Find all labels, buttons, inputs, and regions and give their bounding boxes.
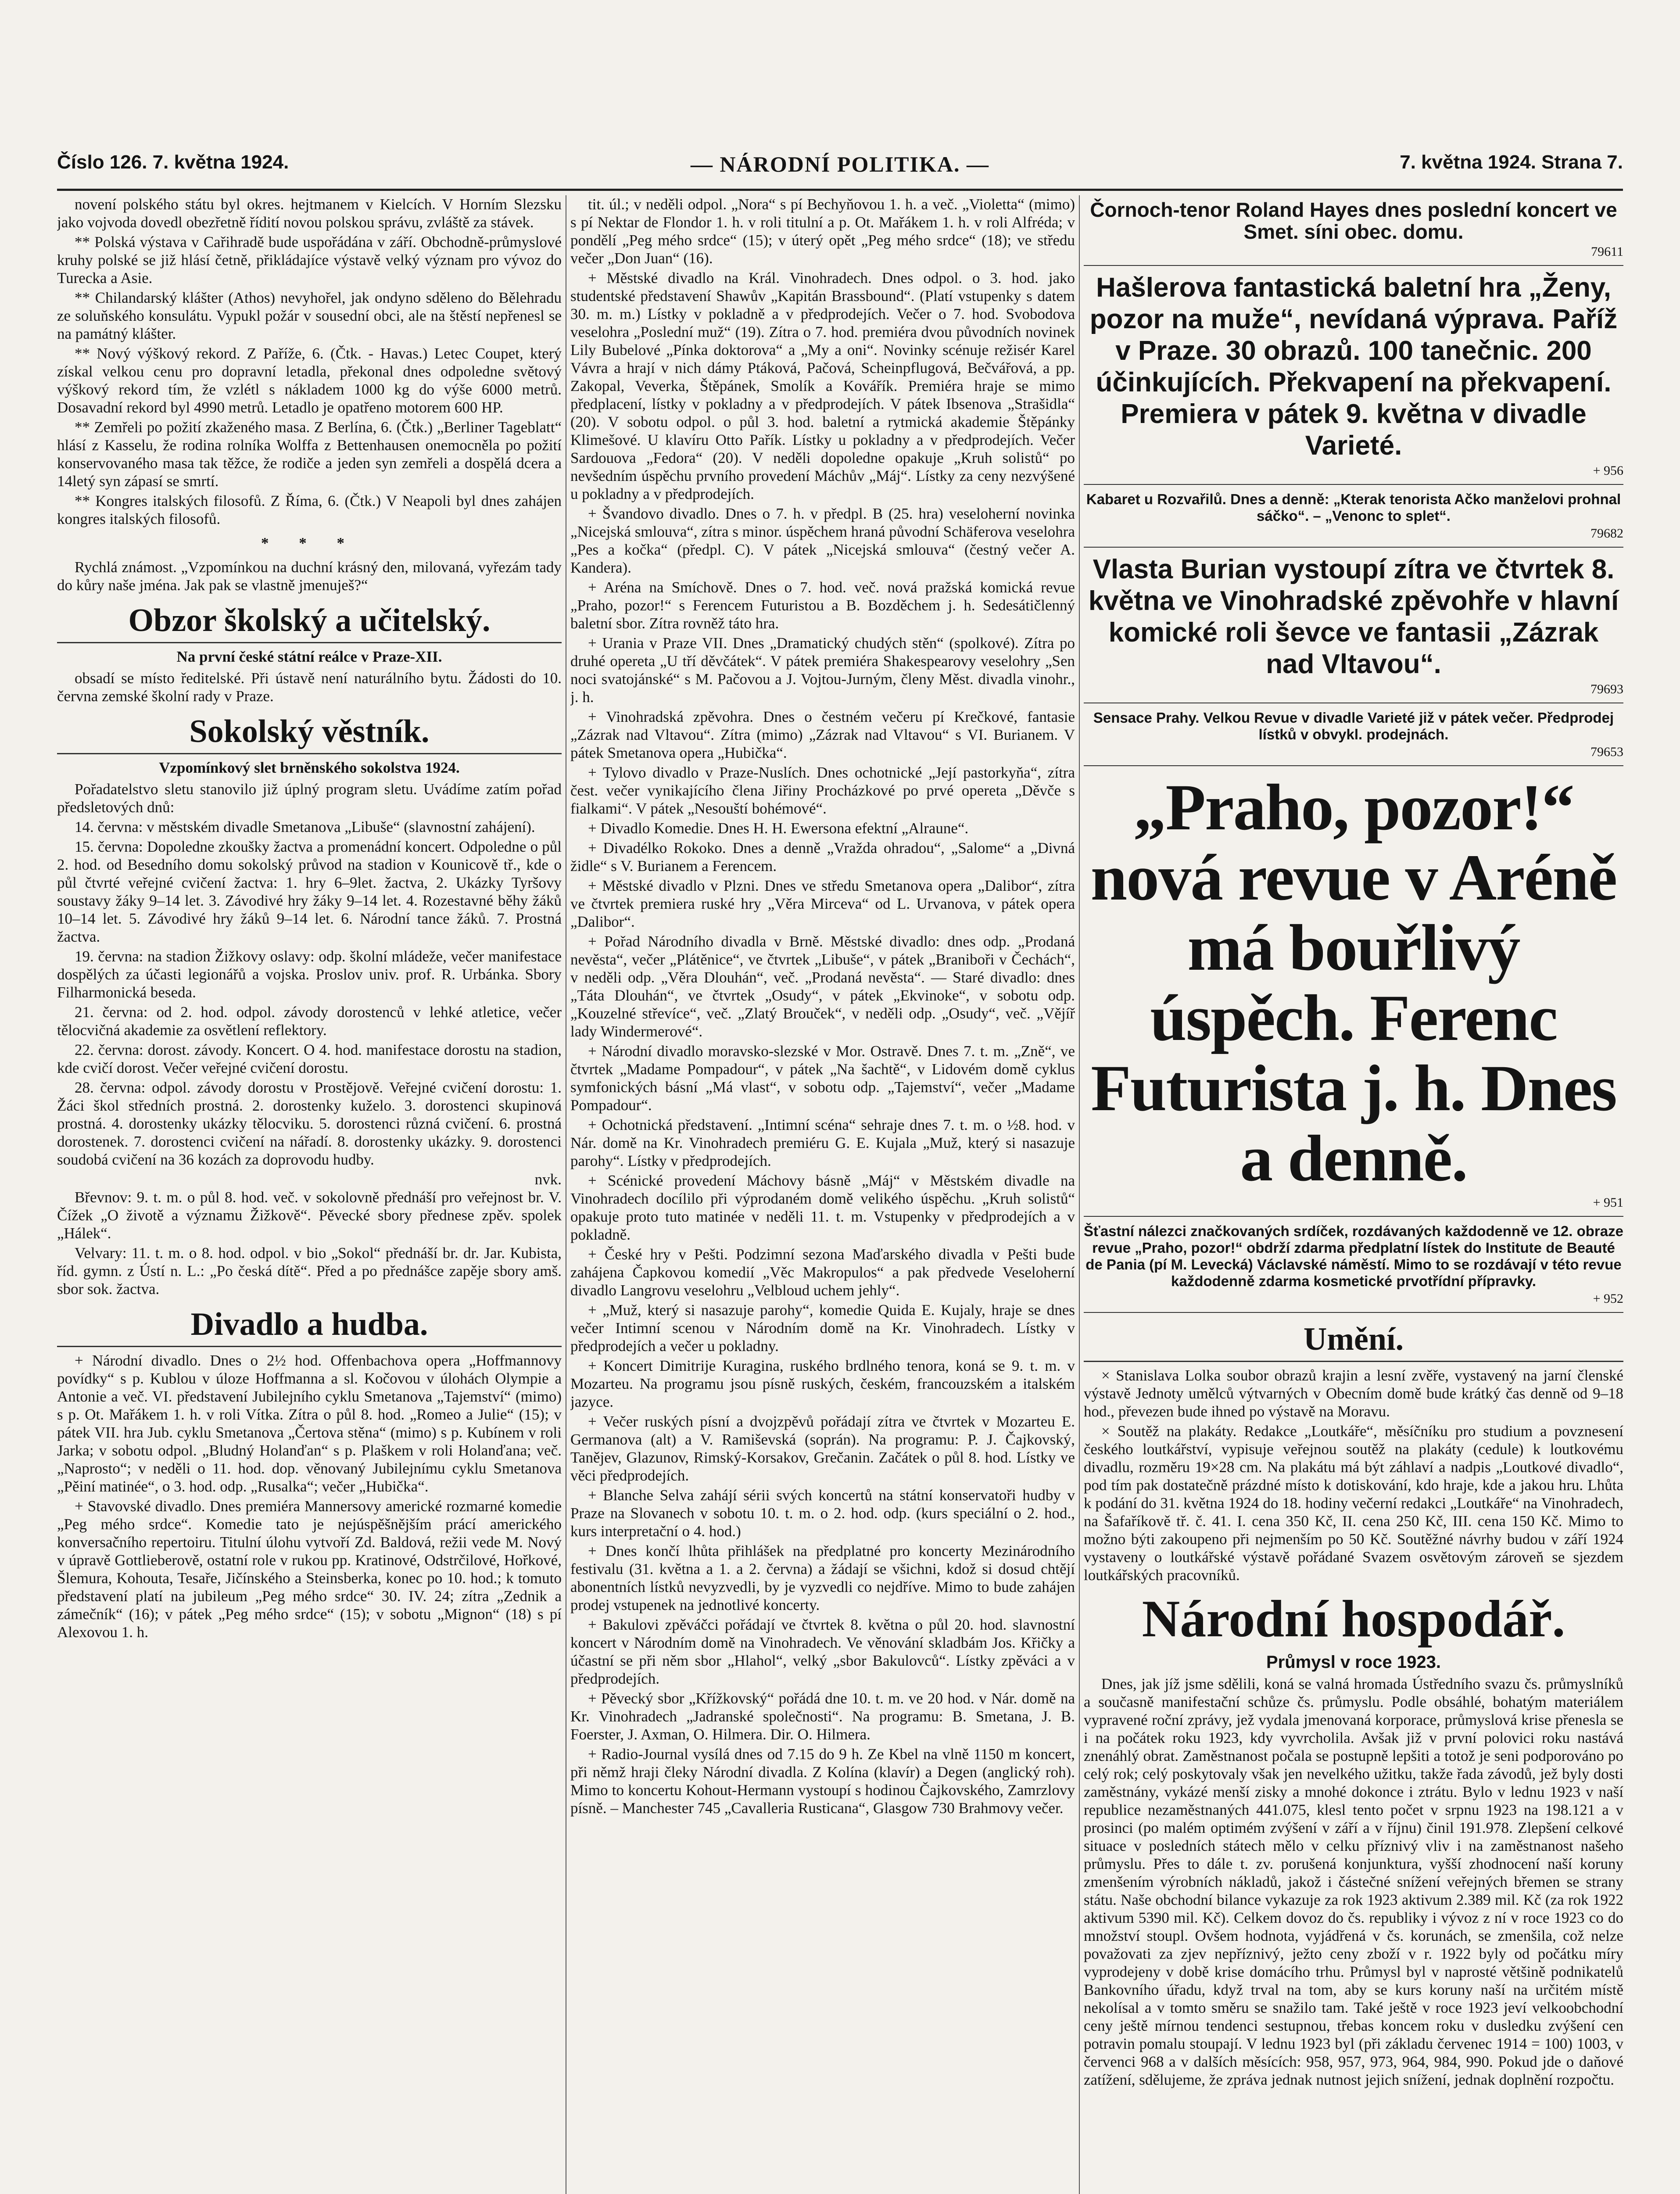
theatre-paragraph: + Koncert Dimitrije Kuragina, ruského brdlného tenora, koná se 9. t. m. v Mozarteu. Na programu jsou písně ruských, českém, francouzském a italském jazyce. (570, 1357, 1075, 1410)
art-paragraph: × Soutěž na plakáty. Redakce „Loutkáře“, měsíčníku pro studium a povznesení českého loutkářství, vypisuje veřejnou soutěž na plakáty (cedule) k loutkovému divadlu, rozměru 19×28 cm. Na plakátu má být záhlaví a nadpis „Loutkové divadlo“, pod tím pak dostatečně prázdné místo k dotiskování, kdo hraje, kde a jakou hru. Lhůta k podání do 31. května 1924 do 18. hodiny večerní redakci „Loutkáře“ na Vinohradech, na Šafaříkově tř. č. 41. I. cena 350 Kč, II. cena 250 Kč, III. cena 150 Kč. Mimo to možno býti zakoupeno při nejmenším po 50 Kč. Soutěžné návrhy budou v září 1924 vystaveny o loutkářské výstavě pořádané Svazem osvětovým zároveň se sjezdem loutkářských pracovníků. (1084, 1423, 1623, 1584)
theatre-paragraph: + Pěvecký sbor „Křížkovský“ pořádá dne 10. t. m. ve 20 hod. v Nár. domě na Kr. Vinohradech „Jadranské společnosti“. Na programu: B. Smetana, J. B. Foerster, J. Axman, O. Hilmera. Dir. O. Hilmera. (570, 1690, 1075, 1743)
theatre-paragraph: + Vinohradská zpěvohra. Dnes o čestném večeru pí Krečkové, fantasie „Zázrak nad Vltavou“. Zítra (mimo) „Zázrak nad Vltavou“ s VI. Burianem. V pátek Smetanova opera „Hubička“. (570, 708, 1075, 761)
school-text: obsadí se místo ředitelské. Při ústavě není naturálního bytu. Žádosti do 10. června zemské školní rady v Praze. (57, 670, 562, 705)
sokol-note: Břevnov: 9. t. m. o půl 8. hod. več. v sokolovně přednáší pro veřejnost br. V. Čížek „O životě a významu Žižkově“. Pěvecké sbory přednese zpěv. spolek „Hálek“. (57, 1189, 562, 1242)
theatre-paragraph: + Národní divadlo moravsko-slezské v Mor. Ostravě. Dnes 7. t. m. „Zně“, ve čtvrtek „Madame Pompadour“, v pátek „Na šachtě“, v Lidovém domě cyklus symfonických básní „Má vlast“, v sobotu odp. „Tajemství“, večer „Madame Pompadour“. (570, 1043, 1075, 1114)
theatre-paragraph: + Městské divadlo na Král. Vinohradech. Dnes odpol. o 3. hod. jako studentské představení Shawův „Kapitán Brassbound“. (Platí vstupenky s datem 30. m. m.) Lístky v pokladně a v předprodejích. Večer o 7. hod. Svobodova veselohra „Poslední muž“ (19). Zítra o 7. hod. premiéra dvou původních novinek Lily Bubelové „Pínka doktorova“ a „My a oni“. Novinky scénuje režisér Karel Vávra a hrají v nich dámy Ptáková, Pačová, Scheinpflugová, Bečvářová, a pp. Zakopal, Veverka, Štěpánek, Smolík a Kovářík. Premiéra hraje se mimo předplacení, lístky v pokladny a v předprodejích. V pátek Ibsenova „Strašidla“ (20). V sobotu odpol. o půl 3. hod. baletní a rytmická akademie Štěpánky Klimešové. U klavíru Otto Pařík. Lístky u pokladny a v předprodejích. Večer Sardouova „Fedora“ (20). V neděli dopoledne opakuje „Kruh solistů“ po nevšedním úspěchu prvního provedení Máchův „Máj“. Lístky za ceny nezvýšené u pokladny a v předprodejích. (570, 269, 1075, 502)
theatre-paragraph: + Švandovo divadlo. Dnes o 7. h. v předpl. B (25. hra) veseloherní novinka „Nicejská smlouva“, zítra s minor. úspěchem hraná původní Schäferova veselohra „Pes a kočka“ (předpl. C). V pátek „Nicejská smlouva“ (čestný večer A. Kandera). (570, 505, 1075, 576)
theatre-paragraph: + Bakulovi zpěváčci pořádají ve čtvrtek 8. května o půl 20. hod. slavnostní koncert v Národním domě na Vinohradech. Ve věnování skladbám Jos. Křičky a účastní se při něm sbor „Hlahol“, velký „sbor Bakulovců“. Lístky zpěváci a v předprodejích. (570, 1616, 1075, 1687)
ad-text: Vlasta Burian vystoupí zítra ve čtvrtek 8. května ve Vinohradské zpěvohře v hlavní komické roli ševce ve fantasii „Zázrak nad Vltavou“. (1088, 554, 1619, 679)
advertisement (1084, 488, 1623, 548)
column-2 (570, 195, 1075, 2194)
sokol-paragraph: 14. června: v městském divadle Smetanova „Libuše“ (slavnostní zahájení). (75, 818, 535, 835)
ad-code: + 951 (1593, 1195, 1623, 1210)
advertisement (1084, 769, 1623, 1217)
news-item: ** Kongres italských filosofů. Z Říma, 6. (Čtk.) V Neapoli byl dnes zahájen kongres italských filosofů. (57, 492, 562, 527)
section-title-sokol: Sokolský věstník. (57, 713, 562, 754)
sokol-kicker: Vzpomínkový slet brněnského sokolstva 1924. (159, 759, 460, 776)
theatre-paragraph: + Stavovské divadlo. Dnes premiéra Mannersovy americké rozmarné komedie „Peg mého srdce“. Komedie tato je nejúspěšnějším prácí amerického konversačního repertoiru. Titulní úlohu vytvoří Zd. Baldová, režii vede M. Nový v úpravě Gottlieberově, ostatní role v rukou pp. Kratinové, Odstrčilové, Hořkové, Šlemura, Kohouta, Tesaře, Jičínského a Steinsberka, konec po 10. hod.; k tomuto představení platí na jubileum „Peg mého srdce“ 30. IV. 24; zítra „Zednik a zámečník“ (16); v pátek „Peg mého srdce“ (15); v sobotu „Mignon“ (18) s pí Alexovou 1. h. (57, 1498, 562, 1641)
news-item: ** Chilandarský klášter (Athos) nevyhořel, jak ondyno sděleno do Bělehradu ze soluňského konsulátu. Vypukl požár v sousední obci, ale na štěstí nepřenesl se na památný klášter. (57, 289, 562, 342)
ad-text: Šťastní nálezci značkovaných srdíček, rozdávaných každodenně ve 12. obraze revue „Praho, pozor!“ obdrží zdarma předplatní lístek do Institute de Beauté de Pania (pí M. Levecká) Václavské náměstí. Mimo to se rozdávají v této revue každodenně zdarma kosmetické prvotřídní přípravky. (1084, 1223, 1623, 1289)
news-item: ** Polská výstava v Cařihradě bude uspořádána v září. Obchodně-průmyslové kruhy polské se již hlásí četně, přikládajíce výstavě velký význam pro vývoz do Turecka a Asie. (57, 233, 562, 287)
news-item: ** Nový výškový rekord. Z Paříže, 6. (Čtk. - Havas.) Letec Coupet, který získal velkou cenu pro dopravní letadla, překonal dnes odpoledne světový výškový rekord tím, že vzlétl s nákladem 1000 kg do výše 6000 metrů. Dosavadní rekord byl 4990 metrů. Letadlo je opatřeno motorem 600 HP. (57, 345, 562, 416)
section-dots: * * * (261, 534, 358, 552)
advertisement (1084, 269, 1623, 485)
sokol-paragraph: Pořadatelstvo sletu stanovilo již úplný program sletu. Uvádíme zatím pořad předsletových dnů: (57, 781, 562, 816)
economy-paragraph: Dnes, jak jíž jsme sdělili, koná se valná hromada Ústředního svazu čs. průmyslníků a současně manifestační schůze čs. průmyslu. Podle obsáhlé, bohatým materiálem vypravené roční zprávy, jež vydala jmenovaná korporace, průmyslová krise přenesla se i na počátek roku 1923, kdy vyvrcholila. Avšak již v první polovici roku nastává znenáhlý obrat. Zaměstnanost počala se postupně lepšiti a totož je seni podporováno po celý rok; celý poskytovaly však jen nevelkého užitku, takže řada závodů, jež byly dosti zaměstnány, vykázé menší zisky a mnohé dokonce i ztrátu. Bylo v lednu 1923 v naší republice nezaměstnaných 441.075, klesl tento počet v srpnu 1923 na 198.121 a v prosinci (po malém optimém zvýšení v září a v říjnu) činil 191.978. Zlepšení celkové situace v posledních státech mělo v celku příznivý vliv i na zaměstnanost našeho průmyslu. Přes to dále t. zv. porušená konjunktura, vyšší zhodnocení naší koruny zmenšením výrobních nákladů, jakož i částečné snížení veřejných břemen se strany státu. Naše obchodní bilance vykazuje za rok 1923 aktivum 2.389 mil. Kč (za rok 1922 aktivum 5390 mil. Kč). Celkem dovoz do čs. republiky i vývoz z ní v roce 1923 co do množství stoupl. Ovšem hodnota, vyjádřená v čs. korunách, se zmenšila, což nelze považovati za zjev nepříznivý, ježto ceny zboží v r. 1922 byly od počátku míry vyprodejeny v době krise domácího trhu. Průmysl byl v naprosté většině podnikatelů Bankovního úřadu, když trval na tom, aby se kurs koruny naší na určitém místě nekolísal a v tomto směru se snažilo tam. Také ještě v roce 1923 jeví velkoobchodní ceny ještě mírnou tendenci sestupnou, třebas koncem roku v dusledku zvýšení cen potravin pomalu stoupají. V lednu 1923 byl (při základu červenec 1914 = 100) 1003, v červenci 968 a v dalších měsících: 958, 957, 973, 964, 984, 990. Pokud jde o daňové zatížení, sdělujeme, že zpráva jednak nutnost jejich snížení, jednak doplnění rozpočtu. (1084, 1675, 1623, 2088)
ad-code: 79682 (1590, 526, 1623, 541)
advertisement (1084, 195, 1623, 266)
ad-text: Sensace Prahy. Velkou Revue v divadle Varieté již v pátek večer. Předprodej lístků v obvykl. prodejnách. (1093, 710, 1614, 742)
advertisement (1084, 706, 1623, 766)
ad-code: 79693 (1590, 682, 1623, 696)
ad-text: „Praho, pozor!“ nová revue v Aréně má bouřlivý úspěch. Ferenc Futurista j. h. Dnes a denně. (1090, 771, 1617, 1195)
page-date: 7. května 1924. Strana 7. (1400, 151, 1623, 173)
section-title-art: Umění. (1084, 1321, 1623, 1362)
page-header (57, 151, 1623, 186)
theatre-paragraph: + Národní divadlo. Dnes o 2½ hod. Offenbachova opera „Hoffmannovy povídky“ s p. Kublou v úloze Hoffmanna a sl. Kočovou v úlohách Olympie a Antonie a več. VI. představení Jubilejního cyklu Smetanova „Tajemství“ (mimo) s p. Ot. Mařákem 1. h. v roli Vítka. Zítra o půl 8. hod. „Romeo a Julie“ (15); v pátek VII. hra Jub. cyklu Smetanova „Čertova stěna“ (mimo) s p. Kubínem v roli Jarka; v sobotu odpol. „Bludný Holanďan“ s p. Plaškem v roli Holanďana; več. „Naprosto“; v neděli o 11. hod. dop. věnovaný Jubilejnímu cyklu Smetanova „Pěiní matinée“, o 3. hod. odp. „Rusalka“; večer „Hubička“. (57, 1352, 562, 1495)
theatre-paragraph: + Ochotnická představení. „Intimní scéna“ sehraje dnes 7. t. m. o ½8. hod. v Nár. domě na Kr. Vinohradech premiéru G. E. Kujala „Muž, který si nasazuje parohy“. Lístky v předprodejích. (570, 1116, 1075, 1169)
theatre-paragraph: + Aréna na Smíchově. Dnes o 7. hod. več. nová pražská komická revue „Praho, pozor!“ s Ferencem Futuristou a B. Bozděchem j. h. Sedesátičlenný baletní sbor. Zítra rovněž táto hra. (570, 579, 1075, 632)
ad-code: 79611 (1591, 244, 1623, 259)
advertisement (1084, 550, 1623, 703)
theatre-paragraph: + Divadélko Rokoko. Dnes a denně „Vražda ohradou“, „Salome“ a „Divná židle“ s V. Burianem a Ferencem. (570, 839, 1075, 875)
article-continuation: novení polského státu byl okres. hejtmanem v Kielcích. V Horním Slezsku jako vojvoda dovedl obezřetně řídití novou polskou správu, zvláště za stávek. (57, 196, 562, 231)
theatre-paragraph: + „Muž, který si nasazuje parohy“, komedie Quida E. Kujaly, hraje se dnes večer Intimní scenou v Národním domě na Kr. Vinohradech. Lístky v předprodejích a večer u pokladny. (570, 1301, 1075, 1355)
advertisement (1084, 1219, 1623, 1313)
column-1 (57, 195, 562, 2194)
sokol-paragraph: 28. června: odpol. závody dorostu v Prostějově. Veřejné cvičení dorostu: 1. Žáci škol středních prostná. 2. dorostenky kuželo. 3. dorostenci skupinová prostná. 4. dorostenky ukázky tělocviku. 5. dorostenci různá cvičení. 6. prostná dorostenek. 7. dorostenci cvičení na nářadí. 8. dorostenky ukázky. 9. dorostenci soudobá cvičení na 36 kozách za doprovodu hudby. (57, 1079, 562, 1168)
ad-text: Čornoch-tenor Roland Hayes dnes poslední koncert ve Smet. síni obec. domu. (1090, 198, 1617, 243)
sokol-note: Velvary: 11. t. m. o 8. hod. odpol. v bio „Sokol“ přednáší br. dr. Jar. Kubista, říd. gymn. z Ústí n. L.: „Po česká dítě“. Před a po přednášce zapěje sbory amš. sbor sok. žactva. (57, 1244, 562, 1298)
sokol-signature: nvk. (534, 1171, 562, 1188)
theatre-paragraph: + Městské divadlo v Plzni. Dnes ve středu Smetanova opera „Dalibor“, zítra ve čtvrtek premiera ruské hry „Věra Mirceva“ od L. Urvanova, v pátek opera „Dalibor“. (570, 877, 1075, 930)
art-paragraph: × Stanislava Lolka soubor obrazů krajin a lesní zvěře, vystavený na jarní členské výstavě Jednoty umělců výtvarných v Obecním domě bude krátký čas denně od 9–18 hod., převezen bude ihned po výstavě na Moravu. (1084, 1367, 1623, 1420)
section-title-school: Obzor školský a učitelský. (57, 602, 562, 643)
sokol-paragraph: 21. června: od 2. hod. odpol. závody dorostenců v lehké atletice, večer tělocvičná akademie za osvětlení reflektory. (57, 1004, 562, 1039)
ad-code: + 952 (1593, 1291, 1623, 1306)
column-divider (1079, 195, 1080, 2194)
theatre-paragraph: + Tylovo divadlo v Praze-Nuslích. Dnes ochotnické „Její pastorkyňa“, zítra čest. večer vynikajícího člena Jiřiny Procházkové po prvé opereta „Děvče s fialkami“. V pátek „Nesouští bohémové“. (570, 764, 1075, 817)
ad-code: + 956 (1593, 463, 1623, 478)
masthead: — NÁRODNÍ POLITIKA. — (691, 152, 989, 176)
theatre-paragraph: + Dnes končí lhůta přihlášek na předplatné pro koncerty Mezinárodního festivalu (31. května a 1. a 2. června) a žádají se všichni, kdož si dosud chtějí abonentních lístků nevyzvedli, by je vyzvedli co nejdříve. Mimo to bude zahájen prodej vstupenek na jednotlivé koncerty. (570, 1542, 1075, 1613)
theatre-paragraph: + Blanche Selva zahájí sérii svých koncertů na státní konservatoři hudby v Praze na Slovanech v sobotu 10. t. m. o 2. hod. odp. (kurs speciální o 2. hod., kurs interpretační o 4. hod.) (570, 1487, 1075, 1540)
ad-code: 79653 (1590, 745, 1623, 759)
theatre-paragraph: + Pořad Národního divadla v Brně. Městské divadlo: dnes odp. „Prodaná nevěsta“, večer „Plátěnice“, ve čtvrtek „Libuše“, v pátek „Braniboři v Čechách“, v neděli odp. „Věra Dlouhán“, več. „Prodaná nevěsta“. — Staré divadlo: dnes „Táta Dlouhán“, ve čtvrtek „Osudy“, v pátek „Ekvinoke“, v sobotu odp. „Kouzelné střevíce“, več. „Zlatý Brouček“, v neděli odp. „Osudy“, več. „Vějíř lady Windermerové“. (570, 933, 1075, 1040)
sokol-paragraph: 19. června: na stadion Žižkovy oslavy: odp. školní mládeže, večer manifestace dospělých za účasti legionářů a vojska. Proslov univ. prof. R. Urbánka. Sbory Filharmonická beseda. (57, 948, 562, 1001)
theatre-paragraph: + Radio-Journal vysílá dnes od 7.15 do 9 h. Ze Kbel na vlně 1150 m koncert, při němž hraji čleky Národní divadla. Z Kolína (klavír) a Degen (anglický roh). Mimo to koncertu Kohout-Hermann vystoupí s hodinou Čajkovského, Zamrzlovy písně. – Manchester 745 „Cavalleria Rusticana“, Glasgow 730 Brahmovy večer. (570, 1746, 1075, 1817)
sokol-paragraph: 15. června: Dopoledne zkoušky žactva a promenádní koncert. Odpoledne o půl 2. hod. od Besedního domu sokolský průvod na stadion v Kounicově tř., kde o půl čtvrté veřejné cvičení žactva: 1. hry 6–9let. žactva, 2. Ukázky Tyršovy soustavy žáky 9–14 let. 3. Závodivé hry žáky 9–14 let. 4. Rozestavné běhy žáků 10–14 let. 5. Závodivé hry žáků 9–14 let. 6. Národní tance žáků. 7. Prostná žactva. (57, 838, 562, 945)
news-item: ** Zemřeli po požití zkaženého masa. Z Berlína, 6. (Čtk.) „Berliner Tageblatt“ hlásí z Kasselu, že rodina rolníka Wolffa z Bettenhausen onemocněla po požití konservovaného masa tak těžce, že rodiče a jeden syn zemřeli a dospělá dcera a 14letý syn zápasí se smrtí. (57, 419, 562, 490)
theatre-paragraph: + České hry v Pešti. Podzimní sezona Maďarského divadla v Pešti bude zahájena Čapkovou komedií „Věc Makropulos“ a pak předvede Veseloherní divadlo Langrovu veselohru „Velbloud uchem jehly“. (570, 1246, 1075, 1299)
theatre-paragraph: + Večer ruských písní a dvojzpěvů pořádají zítra ve čtvrtek v Mozarteu E. Germanova (alt) a V. Ramiševská (soprán). Na programu: P. J. Čajkovský, Tanějev, Glazunov, Rimský-Korsakov, Grečanin. Začátek o půl 8. hod. Lístky ve věci předprodejích. (570, 1413, 1075, 1484)
section-title-economy: Národní hospodář. (1142, 1589, 1565, 1648)
header-rule (57, 189, 1623, 191)
personal-notice: Rychlá známost. „Vzpomínkou na duchní krásný den, milovaná, vyřezám tady do kůry naše jména. Jak pak se vlastně jmenuješ?“ (57, 559, 562, 594)
theatre-paragraph: + Divadlo Komedie. Dnes H. H. Ewersona efektní „Alraune“. (588, 820, 969, 837)
ad-text: Hašlerova fantastická baletní hra „Ženy, pozor na muže“, nevídaná výprava. Paříž v Praze. 30 obrazů. 100 tanečnic. 200 účinkujících. Překvapení na překvapení. Premiera v pátek 9. května v divadle Varieté. (1089, 272, 1618, 461)
economy-subtitle: Průmysl v roce 1923. (1266, 1653, 1441, 1672)
sokol-paragraph: 22. června: dorost. závody. Koncert. O 4. hod. manifestace dorostu na stadion, kde cvičí dorost. Večer veřejné cvičení dorostu. (57, 1041, 562, 1076)
issue-number: Číslo 126. 7. května 1924. (57, 151, 289, 173)
theatre-paragraph: tit. úl.; v neděli odpol. „Nora“ s pí Bechyňovou 1. h. a več. „Violetta“ (mimo) s pí Nektar de Flondor 1. h. v roli titulní a p. Ot. Mařákem 1. h. v roli Alfréda; v pondělí „Peg mého srdce“ (15); v úterý opět „Peg mého srdce“ (18); ve středu večer „Don Juan“ (16). (570, 196, 1075, 267)
ad-text: Kabaret u Rozvařilů. Dnes a denně: „Kterak tenorista Ačko manželovi prohnal sáčko“. – „Venonc to splet“. (1086, 491, 1621, 524)
section-title-theatre: Divadlo a hudba. (57, 1306, 562, 1347)
theatre-paragraph: + Scénické provedení Máchovy básně „Máj“ v Městském divadle na Vinohradech docílilo při výprodaném domě velikého úspěchu. „Kruh solistů“ opakuje proto tuto matinée v neděli 11. t. m. Vstupenky v předprodejích a v pokladně. (570, 1172, 1075, 1243)
column-3 (1084, 195, 1623, 2194)
theatre-paragraph: + Urania v Praze VII. Dnes „Dramatický chudých stěn“ (spolkové). Zítra po druhé opereta „U tří děvčátek“. V pátek premiéra Shakespearovy veselohry „Sen noci svatojánské“ s M. Pačovou a J. Vojtou-Jurným, členy Měst. divadla vinohr., j. h. (570, 635, 1075, 706)
school-kicker: Na první české státní reálce v Praze-XII. (176, 648, 442, 665)
